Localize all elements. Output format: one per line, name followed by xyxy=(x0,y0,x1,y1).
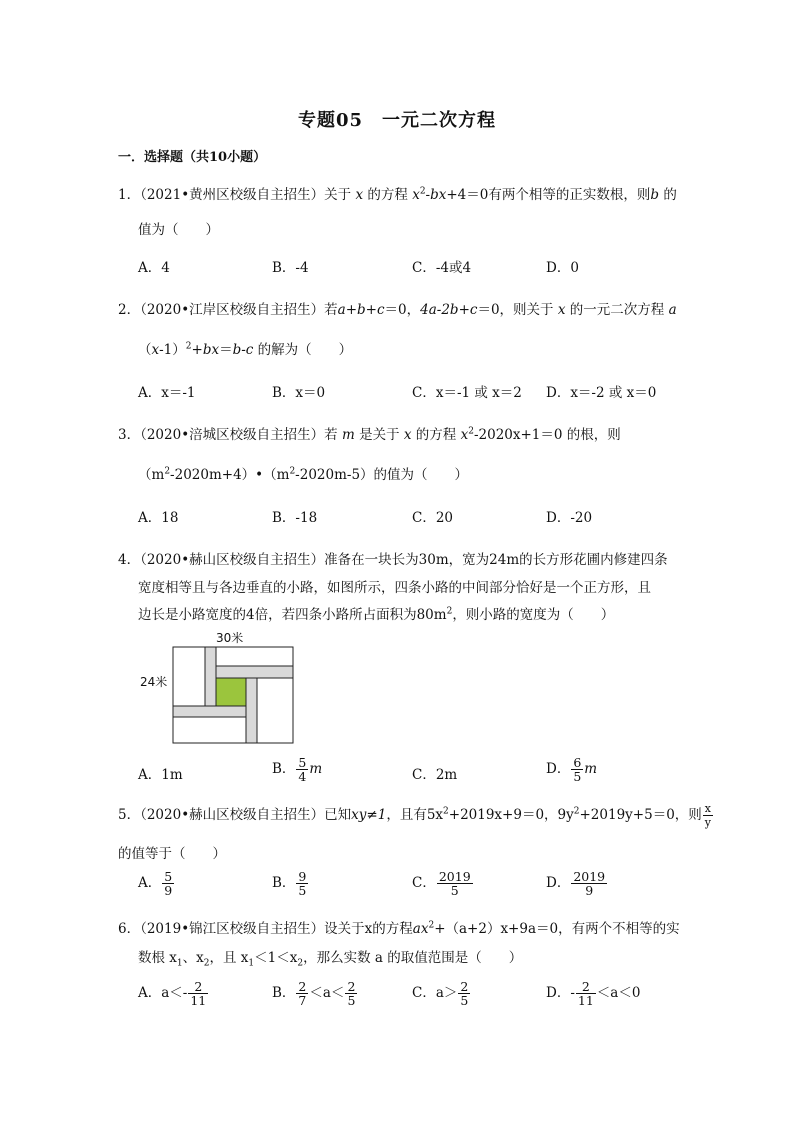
label-30m: 30米 xyxy=(216,631,244,645)
label-24m: 24米 xyxy=(140,675,168,689)
question-2-line-1: 2．（2020•江岸区校级自主招生）若a+b+c＝0，4a-2b+c＝0，则关于 x 的一元二次方程 a xyxy=(118,302,677,318)
question-6-line-1: 6．（2019•锦江区校级自主招生）设关于x的方程$ax^2+(a+2)x+9a=0$，有两个不相等的实 xyxy=(118,920,680,937)
q1-option-d[interactable]: D．0 xyxy=(546,260,579,276)
question-4-line-1: 4．（2020•赫山区校级自主招生）准备在一块长为30m，宽为24m的长方形花圃内修建四条 xyxy=(118,552,668,568)
q2-option-a[interactable]: A．x＝-1 xyxy=(138,385,196,401)
question-2-line-2: $(x-1)^2+bx=b-c$ 的解为（ ） xyxy=(138,341,353,358)
q5-option-c[interactable]: C． $\frac{2019}{5}$ xyxy=(412,869,471,898)
question-5-line-2: 的值等于（ ） xyxy=(118,846,226,862)
q6-option-a[interactable]: A．a＜- $\frac{2}{11}$ xyxy=(138,979,207,1008)
question-4-line-2: 宽度相等且与各边垂直的小路，如图所示，四条小路的中间部分恰好是一个正方形，且 xyxy=(138,580,651,596)
q5-option-b[interactable]: B． $\frac{9}{5}$ xyxy=(272,869,307,898)
q2-option-b[interactable]: B．x＝0 xyxy=(272,385,326,401)
q3-option-a[interactable]: A．18 xyxy=(138,510,179,526)
garden-path-diagram xyxy=(140,628,300,752)
path-left-horizontal xyxy=(173,706,246,717)
q4-option-a[interactable]: A．1m xyxy=(138,767,183,783)
q2-option-c[interactable]: C．x＝-1 或 x＝2 xyxy=(412,385,522,401)
q1-option-a[interactable]: A．4 xyxy=(138,260,170,276)
q3-option-d[interactable]: D．-20 xyxy=(546,510,593,526)
path-top-horizontal xyxy=(216,666,293,678)
q3-option-b[interactable]: B．-18 xyxy=(272,510,318,526)
question-6-line-2: 数根 $x_1$、$x_2$，且 $x_1<1<x_2$，那么实数 a 的取值范围是（ ） xyxy=(138,950,523,969)
q4-option-d[interactable]: D． $\frac{6}{5}$ m xyxy=(546,755,598,784)
q6-option-d[interactable]: D．- $\frac{2}{11}$ ＜a＜0 xyxy=(546,979,641,1008)
question-3-line-1: 3．（2020•涪城区校级自主招生）若 m 是关于 x 的方程 $x^2-2020x+1=0$ 的根，则 xyxy=(118,426,621,443)
page-title: 专题05 一元二次方程 xyxy=(297,110,497,131)
question-4-line-3: 边长是小路宽度的4倍，若四条小路所占面积为$80m^2$，则小路的宽度为（ ） xyxy=(138,606,615,623)
q5-option-a[interactable]: A． $\frac{5}{9}$ xyxy=(138,869,173,898)
question-3-line-2: $(m^2-2020m+4)•(m^2-2020m-5)$的值为（ ） xyxy=(138,466,469,483)
question-1-line-2: 值为（ ） xyxy=(138,222,219,238)
question-5-line-1: 5．（2020•赫山区校级自主招生）已知xy≠1，且有$5x^2+2019x+9=0$，$9y^2+2019y+5=0$，则 $\frac{x}{y}$ xyxy=(118,802,712,829)
q6-option-b[interactable]: B． $\frac{2}{7}$ ＜a＜ $\frac{2}{5}$ xyxy=(272,979,356,1008)
q6-option-c[interactable]: C．a＞ $\frac{2}{5}$ xyxy=(412,979,469,1008)
q1-option-c[interactable]: C．-4或4 xyxy=(412,260,472,276)
q4-option-b[interactable]: B． $\frac{5}{4}$ m xyxy=(272,755,323,784)
q3-option-c[interactable]: C．20 xyxy=(412,510,454,526)
q2-option-d[interactable]: D．x＝-2 或 x＝0 xyxy=(546,385,657,401)
q5-option-d[interactable]: D． $\frac{2019}{9}$ xyxy=(546,869,606,898)
section-heading: 一．选择题（共10小题） xyxy=(118,150,267,165)
path-right-vertical xyxy=(246,678,257,743)
question-1-line-1: 1．（2021•黄州区校级自主招生）关于 x 的方程 $x^2-bx+4=0$有两个相等的正实数根，则b 的 xyxy=(118,186,677,203)
path-top-vertical xyxy=(205,647,216,706)
q1-option-b[interactable]: B．-4 xyxy=(272,260,309,276)
q4-option-c[interactable]: C．2m xyxy=(412,767,458,783)
center-square xyxy=(216,678,246,706)
